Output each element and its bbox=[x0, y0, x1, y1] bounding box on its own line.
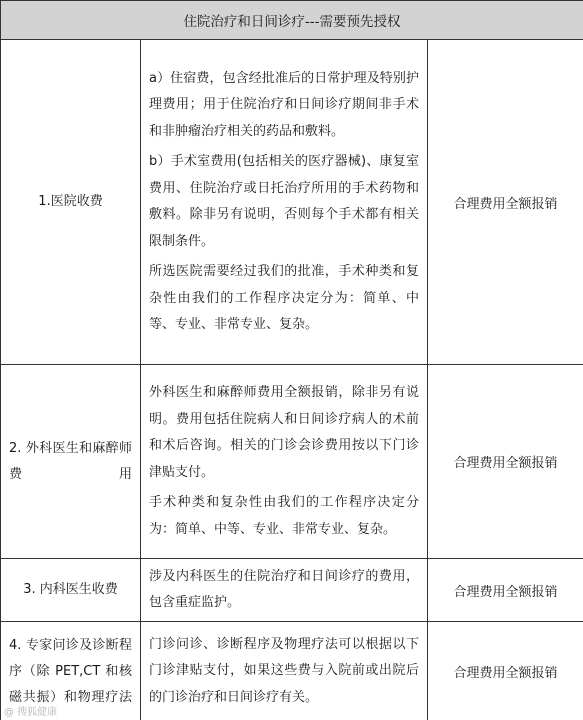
description-paragraph: 外科医生和麻醉师费用全额报销，除非另有说明。费用包括住院病人和日间诊疗病人的术前和术后咨询。相关的门诊会诊费用按以下门诊津贴支付。 bbox=[149, 385, 419, 480]
description-paragraph: a）住宿费，包含经批准后的日常护理及特别护理费用；用于住院治疗和日间诊疗期间非手术和非肿瘤治疗相关的药品和敷料。 bbox=[149, 70, 419, 139]
reimbursement-text: 合理费用全额报销 bbox=[428, 559, 583, 622]
table-title: 住院治疗和日间诊疗---需要预先授权 bbox=[1, 1, 583, 40]
description-paragraph: 涉及内科医生的住院治疗和日间诊疗的费用，包含重症监护。 bbox=[149, 568, 419, 610]
table-row bbox=[1, 365, 583, 559]
item-name: 2. 外科医生和麻醉师费用 bbox=[1, 365, 141, 559]
item-description bbox=[141, 40, 428, 365]
table-row bbox=[1, 559, 583, 622]
description-paragraph: 门诊问诊、诊断程序及物理疗法可以根据以下门诊津贴支付，如果这些费与入院前或出院后的门诊治疗和日间诊疗有关。 bbox=[149, 636, 419, 705]
description-paragraph: 所选医院需要经过我们的批准，手术种类和复杂性由我们的工作程序决定分为：简单、中等、专业、非常专业、复杂。 bbox=[149, 264, 419, 332]
description-paragraph: 手术种类和复杂性由我们的工作程序决定分为：简单、中等、专业、非常专业、复杂。 bbox=[149, 495, 419, 537]
table-header-row bbox=[1, 1, 583, 40]
item-description bbox=[141, 559, 428, 622]
reimbursement-text: 合理费用全额报销 bbox=[428, 40, 583, 365]
item-name: 1.医院收费 bbox=[1, 40, 141, 365]
reimbursement-text: 合理费用全额报销 bbox=[428, 622, 583, 720]
item-name: 4. 专家问诊及诊断程序（除 PET,CT 和核磁共振）和物理疗法 bbox=[1, 622, 141, 720]
item-description bbox=[141, 365, 428, 559]
item-name: 3. 内科医生收费 bbox=[1, 559, 141, 622]
table-row bbox=[1, 40, 583, 365]
description-paragraph: b）手术室费用(包括相关的医疗器械)、康复室费用、住院治疗或日托治疗所用的手术药物和敷料。除非另有说明，否则每个手术都有相关限制条件。 bbox=[149, 154, 419, 249]
watermark-text: @ 搜狐健康 bbox=[4, 707, 58, 718]
reimbursement-text: 合理费用全额报销 bbox=[428, 365, 583, 559]
item-description bbox=[141, 622, 428, 720]
table-row bbox=[1, 622, 583, 720]
